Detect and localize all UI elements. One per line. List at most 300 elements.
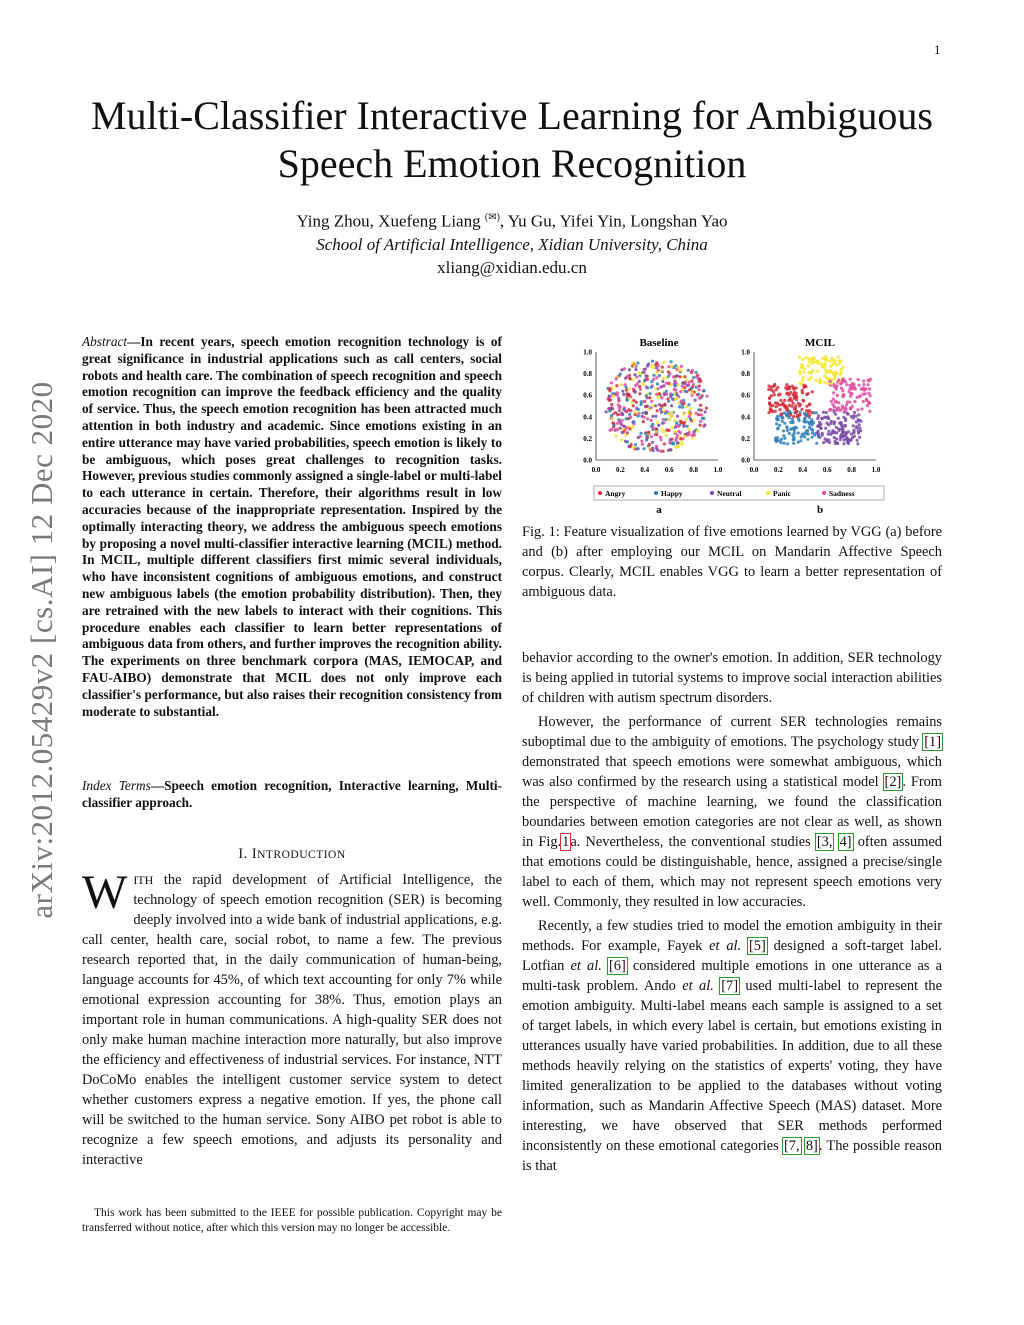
data-point <box>703 423 706 426</box>
data-point <box>705 407 708 410</box>
data-point <box>659 369 662 372</box>
data-point <box>700 413 703 416</box>
data-point <box>692 419 695 422</box>
x-tick-label: 1.0 <box>871 466 881 474</box>
data-point <box>691 391 694 394</box>
data-point <box>670 411 673 414</box>
panel-b-title: MCIL <box>805 337 835 349</box>
legend-marker <box>710 491 714 495</box>
data-point <box>681 406 684 409</box>
data-point <box>680 365 683 368</box>
data-point <box>657 396 660 399</box>
data-point <box>658 374 661 377</box>
data-point <box>846 401 849 404</box>
data-point <box>658 392 661 395</box>
data-point <box>701 394 704 397</box>
data-point <box>693 430 696 433</box>
data-point <box>862 383 865 386</box>
data-point <box>687 384 690 387</box>
data-point <box>859 429 862 432</box>
data-point <box>650 419 653 422</box>
data-point <box>834 400 837 403</box>
data-point <box>801 358 804 361</box>
data-point <box>857 378 860 381</box>
data-point <box>699 424 702 427</box>
data-point <box>665 390 668 393</box>
title-line-2: Speech Emotion Recognition <box>277 141 747 186</box>
panel-b-label: b <box>816 504 824 516</box>
paragraph <box>522 916 942 1176</box>
data-point <box>806 420 809 423</box>
data-point <box>842 442 845 445</box>
data-point <box>796 414 799 417</box>
y-tick-label: 0.0 <box>583 456 592 465</box>
data-point <box>608 389 611 392</box>
data-point <box>795 426 798 429</box>
data-point <box>682 402 685 405</box>
data-point <box>643 400 646 403</box>
data-point <box>646 417 649 420</box>
data-point <box>634 384 637 387</box>
data-point <box>610 403 613 406</box>
et-al: et al. <box>570 958 602 974</box>
data-point <box>624 377 627 380</box>
data-point <box>630 401 633 404</box>
x-tick-label: 0.2 <box>616 466 625 474</box>
et-al: et al. <box>709 938 742 954</box>
citation-link[interactable]: [7, <box>783 1138 800 1154</box>
data-point <box>785 414 788 417</box>
citation-link[interactable]: [6] <box>608 958 626 974</box>
data-point <box>675 436 678 439</box>
data-point <box>683 375 686 378</box>
data-point <box>685 405 688 408</box>
data-point <box>696 430 699 433</box>
index-terms <box>82 778 502 812</box>
abstract-text: —In recent years, speech emotion recognition technology is of great significance in industrial applications such as call centers, social robots and health care. The combination of speech recognition and speech emotion recognition can improve the feedback efficiency and the quality of service. Thus, the speech emotion recognition has been attracted much attention in both industry and academic. Since emotions existing in an entire utterance may have varied probabilities, speech emotion is likely to be ambiguous, which poses great challenges to recognition tasks. However, previous studies commonly assigned a single-label or multi-label to each utterance in certain. Therefore, their algorithms result in low accuracies because of the inappropriate representation. Inspired by the optimally interacting theory, we address the ambiguous speech emotions by proposing a novel multi-classifier interactive learning (MCIL) method. In MCIL, multiple different classifiers first mimic several individuals, who have inconsistent cognitions of ambiguous emotions, and construct new ambiguous labels (the emotion probability distribution). Then, they are retrained with the new labels to interact with their cognitions. This procedure enables each classifier to learn better representations of ambiguous data from others, and further improves the recognition ability. The experiments on three benchmark corpora (MAS, IEMOCAP, and FAU-AIBO) demonstrate that MCIL does not only improve each classifier's performance, but also raises their recognition consistency from moderate to substantial. <box>82 334 502 719</box>
x-tick-label: 0.0 <box>749 466 759 474</box>
data-point <box>615 377 618 380</box>
data-point <box>788 410 791 413</box>
data-point <box>643 371 646 374</box>
data-point <box>679 437 682 440</box>
data-point <box>676 393 679 396</box>
data-point <box>661 422 664 425</box>
x-tick-label: 0.6 <box>822 466 832 474</box>
data-point <box>629 409 632 412</box>
data-point <box>662 450 665 453</box>
data-point <box>835 384 838 387</box>
data-point <box>655 445 658 448</box>
data-point <box>792 415 795 418</box>
section-heading <box>82 844 502 865</box>
y-tick-label: 0.6 <box>741 391 750 400</box>
data-point <box>780 403 783 406</box>
data-point <box>643 379 646 382</box>
data-point <box>851 436 854 439</box>
data-point <box>803 367 806 370</box>
x-tick-label: 0.4 <box>798 466 808 474</box>
data-point <box>661 366 664 369</box>
data-point <box>827 438 830 441</box>
data-point <box>822 441 825 444</box>
data-point <box>865 398 868 401</box>
data-point <box>806 438 809 441</box>
data-point <box>650 400 653 403</box>
data-point <box>811 432 814 435</box>
data-point <box>843 409 846 412</box>
data-point <box>645 394 648 397</box>
data-point <box>685 378 688 381</box>
data-point <box>856 439 859 442</box>
data-point <box>842 393 845 396</box>
data-point <box>671 397 674 400</box>
data-point <box>648 443 651 446</box>
data-point <box>826 415 829 418</box>
citation-link[interactable]: [1] <box>924 734 941 750</box>
data-point <box>625 417 628 420</box>
data-point <box>689 417 692 420</box>
data-point <box>650 386 653 389</box>
data-point <box>645 405 648 408</box>
data-point <box>681 385 684 388</box>
data-point <box>660 411 663 414</box>
data-point <box>825 422 828 425</box>
citation-link[interactable]: [7] <box>721 978 739 994</box>
legend-marker <box>822 491 826 495</box>
corresponding-mark: (✉) <box>484 212 500 223</box>
data-point <box>801 365 804 368</box>
data-point <box>837 378 840 381</box>
intro-small-caps: ITH <box>133 873 154 887</box>
data-point <box>811 390 814 393</box>
data-point <box>687 411 690 414</box>
section-title-cap: I <box>251 846 258 862</box>
data-point <box>819 427 822 430</box>
data-point <box>670 415 673 418</box>
data-point <box>626 431 629 434</box>
data-point <box>692 376 695 379</box>
data-point <box>778 424 781 427</box>
data-point <box>842 416 845 419</box>
data-point <box>810 418 813 421</box>
data-point <box>782 434 785 437</box>
data-point <box>828 360 831 363</box>
text-run: . From the perspective of machine learning, we found the classification boundaries between emotion categories are not clear as well, as shown in Fig. <box>522 774 942 850</box>
authors-part-1: Ying Zhou, Xuefeng Liang <box>296 211 481 231</box>
data-point <box>634 443 637 446</box>
data-point <box>605 410 608 413</box>
data-point <box>805 409 808 412</box>
x-tick-label: 0.6 <box>664 466 674 474</box>
data-point <box>857 413 860 416</box>
data-point <box>790 405 793 408</box>
data-point <box>616 391 619 394</box>
data-point <box>704 410 707 413</box>
data-point <box>859 394 862 397</box>
data-point <box>839 368 842 371</box>
data-point <box>776 415 779 418</box>
data-point <box>829 408 832 411</box>
data-point <box>768 384 771 387</box>
data-point <box>614 411 617 414</box>
data-point <box>858 384 861 387</box>
data-point <box>640 439 643 442</box>
data-point <box>791 420 794 423</box>
data-point <box>667 382 670 385</box>
data-point <box>638 385 641 388</box>
data-point <box>840 427 843 430</box>
citation-link[interactable]: 8] <box>805 1138 818 1154</box>
data-point <box>804 356 807 359</box>
data-point <box>797 431 800 434</box>
data-point <box>867 392 870 395</box>
data-point <box>820 417 823 420</box>
data-point <box>673 430 676 433</box>
data-point <box>652 449 655 452</box>
data-point <box>608 395 611 398</box>
data-point <box>803 384 806 387</box>
y-tick-label: 0.6 <box>583 391 592 400</box>
data-point <box>610 381 613 384</box>
data-point <box>611 407 614 410</box>
data-point <box>841 405 844 408</box>
data-point <box>628 427 631 430</box>
data-point <box>772 385 775 388</box>
data-point <box>688 381 691 384</box>
et-al: et al. <box>682 978 714 994</box>
data-point <box>797 441 800 444</box>
data-point <box>785 425 788 428</box>
data-point <box>646 364 649 367</box>
data-point <box>776 436 779 439</box>
data-point <box>683 382 686 385</box>
data-point <box>665 410 668 413</box>
data-point <box>783 399 786 402</box>
data-point <box>622 427 625 430</box>
data-point <box>802 399 805 402</box>
data-point <box>833 436 836 439</box>
data-point <box>628 368 631 371</box>
text-run: However, the performance of current SER technologies remains suboptimal due to the ambiguity of emotions. The psychology study <box>522 714 942 750</box>
data-point <box>657 369 660 372</box>
data-point <box>632 446 635 449</box>
data-point <box>690 387 693 390</box>
data-point <box>845 403 848 406</box>
data-point <box>705 395 708 398</box>
data-point <box>784 386 787 389</box>
data-point <box>677 441 680 444</box>
data-point <box>839 409 842 412</box>
data-point <box>825 358 828 361</box>
introduction-text <box>82 866 502 1170</box>
data-point <box>611 386 614 389</box>
data-point <box>622 393 625 396</box>
data-point <box>634 391 637 394</box>
data-point <box>783 422 786 425</box>
data-point <box>840 387 843 390</box>
data-point <box>829 365 832 368</box>
data-point <box>807 392 810 395</box>
data-point <box>839 435 842 438</box>
data-point <box>862 379 865 382</box>
data-point <box>838 421 841 424</box>
data-point <box>620 383 623 386</box>
right-column-text <box>522 648 942 1180</box>
data-point <box>678 375 681 378</box>
data-point <box>670 360 673 363</box>
x-tick-label: 0.2 <box>774 466 783 474</box>
data-point <box>702 417 705 420</box>
author-list <box>60 206 964 233</box>
data-point <box>621 390 624 393</box>
data-point <box>670 404 673 407</box>
citation-link[interactable]: [5] <box>748 938 766 954</box>
data-point <box>801 379 804 382</box>
data-point <box>654 387 657 390</box>
data-point <box>671 441 674 444</box>
data-point <box>838 362 841 365</box>
panel-a-title: Baseline <box>639 337 679 349</box>
data-point <box>650 435 653 438</box>
data-point <box>680 400 683 403</box>
data-point <box>829 369 832 372</box>
data-point <box>612 394 615 397</box>
data-point <box>642 416 645 419</box>
data-point <box>656 409 659 412</box>
data-point <box>667 370 670 373</box>
data-point <box>656 421 659 424</box>
data-point <box>634 413 637 416</box>
data-point <box>808 357 811 360</box>
data-point <box>868 401 871 404</box>
data-point <box>779 413 782 416</box>
data-point <box>638 412 641 415</box>
citation-link[interactable]: [3, <box>816 834 833 850</box>
text-run: . The possible reason is that <box>522 1138 942 1174</box>
data-point <box>663 442 666 445</box>
data-point <box>839 360 842 363</box>
data-point <box>864 392 867 395</box>
data-point <box>844 419 847 422</box>
data-point <box>824 437 827 440</box>
data-point <box>643 368 646 371</box>
data-point <box>808 426 811 429</box>
data-point <box>690 379 693 382</box>
data-point <box>628 413 631 416</box>
data-point <box>654 415 657 418</box>
figure-link[interactable]: 1 <box>562 834 570 850</box>
legend-marker <box>654 491 658 495</box>
citation-link[interactable]: 4] <box>839 834 852 850</box>
data-point <box>699 379 702 382</box>
data-point <box>812 421 815 424</box>
data-point <box>651 360 654 363</box>
data-point <box>670 365 673 368</box>
data-point <box>646 375 649 378</box>
data-point <box>770 394 773 397</box>
data-point <box>781 416 784 419</box>
data-point <box>625 386 628 389</box>
abstract <box>82 334 502 720</box>
data-point <box>772 390 775 393</box>
data-point <box>837 417 840 420</box>
data-point <box>810 376 813 379</box>
data-point <box>803 425 806 428</box>
data-point <box>686 425 689 428</box>
data-point <box>846 440 849 443</box>
data-point <box>685 418 688 421</box>
data-point <box>858 423 861 426</box>
data-point <box>849 439 852 442</box>
data-point <box>661 418 664 421</box>
data-point <box>669 395 672 398</box>
data-point <box>802 376 805 379</box>
data-point <box>634 368 637 371</box>
data-point <box>642 420 645 423</box>
data-point <box>665 393 668 396</box>
data-point <box>657 364 660 367</box>
data-point <box>679 390 682 393</box>
data-point <box>683 435 686 438</box>
data-point <box>629 445 632 448</box>
y-tick-label: 0.8 <box>741 370 750 379</box>
data-point <box>821 434 824 437</box>
data-point <box>687 369 690 372</box>
data-point <box>836 394 839 397</box>
data-point <box>786 442 789 445</box>
data-point <box>639 388 642 391</box>
legend-label: Happy <box>661 489 683 498</box>
citation-link[interactable]: [2] <box>884 774 902 790</box>
intro-body: the rapid development of Artificial Intelligence, the technology of speech emotion recognition (SER) is becoming deeply involved into a wide bank of industrial applications, e.g. call center, health care, social robot, to name a few. The previous research reported that, in the daily communication of human-being, language accounts for 45%, of which text accounting for only 7% while emotional expression accounting for 38%. Thus, emotion plays an important role in human communications. A high-quality SER does not only make human machine interaction more naturally, but also improve the efficiency and effectiveness of industrial services. For instance, NTT DoCoMo enables the intelligent customer service system to detect whether customers express a negative emotion. If yes, the phone call will be switched to the human service. Sony AIBO pet robot is able to recognize a few speech emotions, and adjusts its personality and interactive <box>82 872 502 1168</box>
data-point <box>622 408 625 411</box>
data-point <box>674 364 677 367</box>
data-point <box>652 374 655 377</box>
x-tick-label: 0.4 <box>640 466 650 474</box>
data-point <box>648 392 651 395</box>
data-point <box>858 436 861 439</box>
data-point <box>678 405 681 408</box>
data-point <box>849 378 852 381</box>
data-point <box>794 396 797 399</box>
data-point <box>851 385 854 388</box>
data-point <box>694 399 697 402</box>
data-point <box>792 442 795 445</box>
data-point <box>775 405 778 408</box>
section-title-rest: NTRODUCTION <box>257 849 346 861</box>
data-point <box>667 418 670 421</box>
y-tick-label: 0.2 <box>583 434 592 443</box>
data-point <box>823 374 826 377</box>
data-point <box>638 380 641 383</box>
data-point <box>695 412 698 415</box>
data-point <box>824 355 827 358</box>
x-tick-label: 1.0 <box>713 466 723 474</box>
data-point <box>779 393 782 396</box>
drop-cap: W <box>82 866 128 919</box>
data-point <box>666 397 669 400</box>
panel-a-label: a <box>656 504 662 516</box>
data-point <box>637 447 640 450</box>
data-point <box>781 420 784 423</box>
data-point <box>655 376 658 379</box>
data-point <box>836 442 839 445</box>
data-point <box>860 407 863 410</box>
data-point <box>792 386 795 389</box>
data-point <box>776 427 779 430</box>
data-point <box>642 411 645 414</box>
